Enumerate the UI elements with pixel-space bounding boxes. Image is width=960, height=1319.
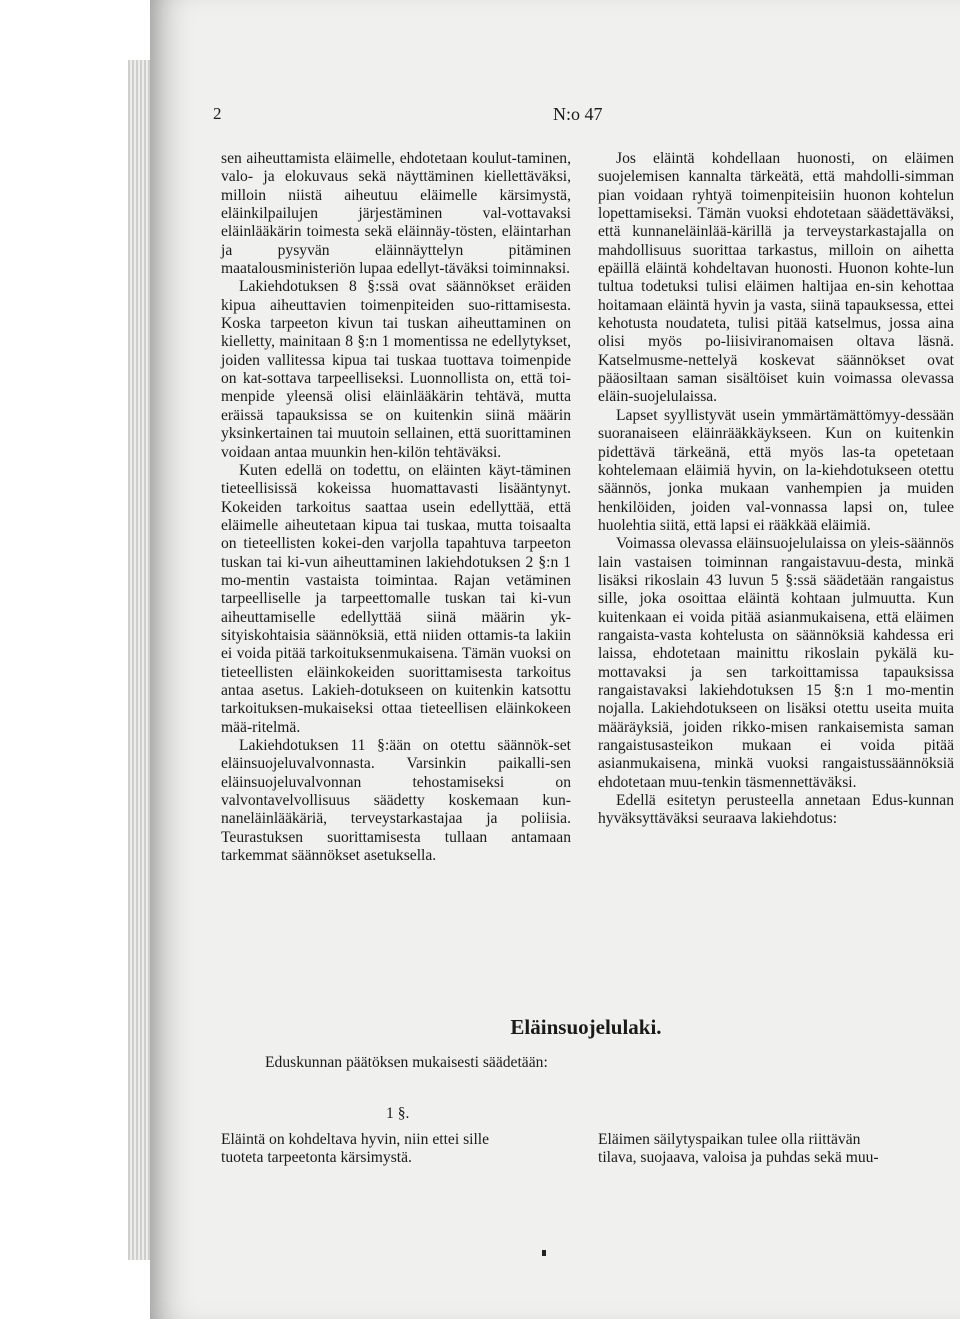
section-text-right [598,1131,954,1168]
law-title: Eläinsuojelulaki. [510,1015,662,1039]
scan-speck [542,1250,546,1256]
issue-number: N:o 47 [553,104,603,124]
paragraph: Jos eläintä kohdellaan huonosti, on eläimen suojelemisen kannalta tärkeätä, että mahdolli-simman pian voidaan ryhtyä toimenpiteisiin huonon kohtelun lopettamiseksi. Tämän vuoksi ehdotetaan säädettäväksi, että kunnaneläinlää-kärillä ja terveystarkastajalla on mahdollisuus suorittaa tarkastus, milloin on aihetta epäillä eläintä kohdeltavan huonosti. Huonon kohte-lun tultua todetuksi tulisi eläimen haltijaa en-sin kehottaa hoitamaan eläintä hyvin ja vasta, siinä tapauksessa, ettei kehotusta noudateta, tulisi pitää katselmus, jossa aina olisi myös po-liisiviranomaisen oltava läsnä. Katselmusme-nettelyä koskevat säännökset ovat pääosiltaan saman sisältöiset kuin voimassa olevassa eläin-suojelulaissa. [598,150,954,406]
section-text-left [221,1131,571,1168]
paragraph: Lakiehdotuksen 8 §:ssä ovat säännökset eräiden kipua aiheuttavien toimenpiteiden suo-rittamisesta. Koska tarpeeton kivun tai tuskan aiheuttaminen on kielletty, mainitaan 8 §:n 1 momentissa ne edellytykset, joiden vallitessa kipua tai tuskaa tuottava toimenpide on kat-sottava tarpeelliseksi. Luonnollista on, että toi-menpide yleensä olisi eläinlääkärin tehtävä, mutta eräissä tapauksissa se on kuitenkin siinä määrin yksinkertainen tai muutoin sellainen, että suorittaminen voidaan antaa muunkin hen-kilön tehtäväksi. [221,278,571,461]
section-number: 1 §. [386,1105,410,1122]
section-line: tuoteta tarpeetonta kärsimystä. [221,1149,412,1167]
section-line: tilava, suojaava, valoisa ja puhdas sekä muu- [598,1149,879,1167]
right-text-column [598,150,954,829]
paragraph: Lapset syyllistyvät usein ymmärtämättömyy-dessään suoranaiseen eläinrääkkäykseen. Kun on kuitenkin pidettävä tärkeänä, että myös las-ta opetetaan kohtelemaan eläimiä hyvin, on la-kiehdotukseen otettu säännös, jonka mukaan vanhempien ja muiden henkilöiden, joiden val-vonnassa lapsi on, tulee huolehtia siitä, että lapsi ei rääkkää eläimiä. [598,406,954,534]
page-number: 2 [213,104,222,123]
paragraph: Kuten edellä on todettu, on eläinten käyt-täminen tieteellisissä kokeissa huomattavasti lisääntynyt. Kokeiden tarkoitus saattaa usein edellyttää, että eläimelle aiheutetaan kipua tai tuskaa, mutta toisaalta on tieteellisten kokei-den varjolla tapahtuva tarpeeton tuskan tai ki-vun aiheuttaminen lakiehdotuksen 2 §:n 1 mo-mentin vastaista toimintaa. Rajan vetäminen tarpeelliselle ja tarpeettomalle tuskan tai ki-vun aiheuttamiselle edellyttää siinä määrin yk-sityiskohtaisia säännöksiä, että niiden ottamis-ta lakiin ei voida pitää tarkoituksenmukaisena. Tämän vuoksi on tieteellisten eläinkokeiden suorittamisesta tarkoitus antaa asetus. Lakieh-dotukseen on kuitenkin katsottu tarkoituksen-mukaiseksi ottaa tieteellisen eläinkokeen mää-ritelmä. [221,461,571,736]
paragraph: Edellä esitetyn perusteella annetaan Edus-kunnan hyväksyttäväksi seuraava lakiehdotus: [598,792,954,828]
paragraph: sen aiheuttamista eläimelle, ehdotetaan koulut-taminen, valo- ja elokuvaus sekä näyttäminen kiellettäväksi, milloin niistä aiheutuu eläimelle kärsimystä, eläinkilpailujen järjestäminen val-vottavaksi eläinlääkärin toimesta sekä eläinnäy-tösten, eläintarhan ja pysyvän eläinnäyttelyn pitäminen maatalousministeriön lupaa edellyt-täväksi toiminnaksi. [221,150,571,278]
paragraph: Lakiehdotuksen 11 §:ään on otettu säännök-set eläinsuojeluvalvonnasta. Varsinkin paikalli-sen eläinsuojeluvalvonnan tehostamiseksi on valvontavelvollisuus säädetty koskemaan kun-naneläinlääkäriä, terveystarkastajaa ja poliisia. Teurastuksen suorittamisesta tullaan antamaan tarkemmat säännökset asetuksella. [221,737,571,865]
enactment-clause: Eduskunnan päätöksen mukaisesti säädetään: [265,1054,548,1071]
paragraph: Voimassa olevassa eläinsuojelulaissa on yleis-säännös lain vastaisen toiminnan rangaistavuu-desta, minkä lisäksi rikoslain 43 luvun 5 §:ssä säädetään rangaistus sille, joka osoittaa eläintä kohtaan julmuutta. Kun kuitenkaan ei voida pitää asianmukaisena, että eläimen rangaista-vasta kohtelusta on säännöksiä kahdessa eri laissa, ehdotetaan mainittu rikoslain pykälä ku-mottavaksi ja sen tarkoittamissa tapauksissa rangaistavaksi lakiehdotuksen 15 §:n 1 mo-mentin nojalla. Lakiehdotukseen on lisäksi otettu useita muita määräyksiä, joiden rikko-misen rankaisemista saman rangaistusasteikon mukaan ei voida pitää asianmukaisena, minkä vuoksi rangaistussäännöksiä ehdotetaan muu-tenkin täsmennettäväksi. [598,535,954,791]
section-line: Eläintä on kohdeltava hyvin, niin ettei sille [221,1131,490,1148]
left-text-column [221,150,571,865]
section-line: Eläimen säilytyspaikan tulee olla riittävän [598,1131,861,1148]
